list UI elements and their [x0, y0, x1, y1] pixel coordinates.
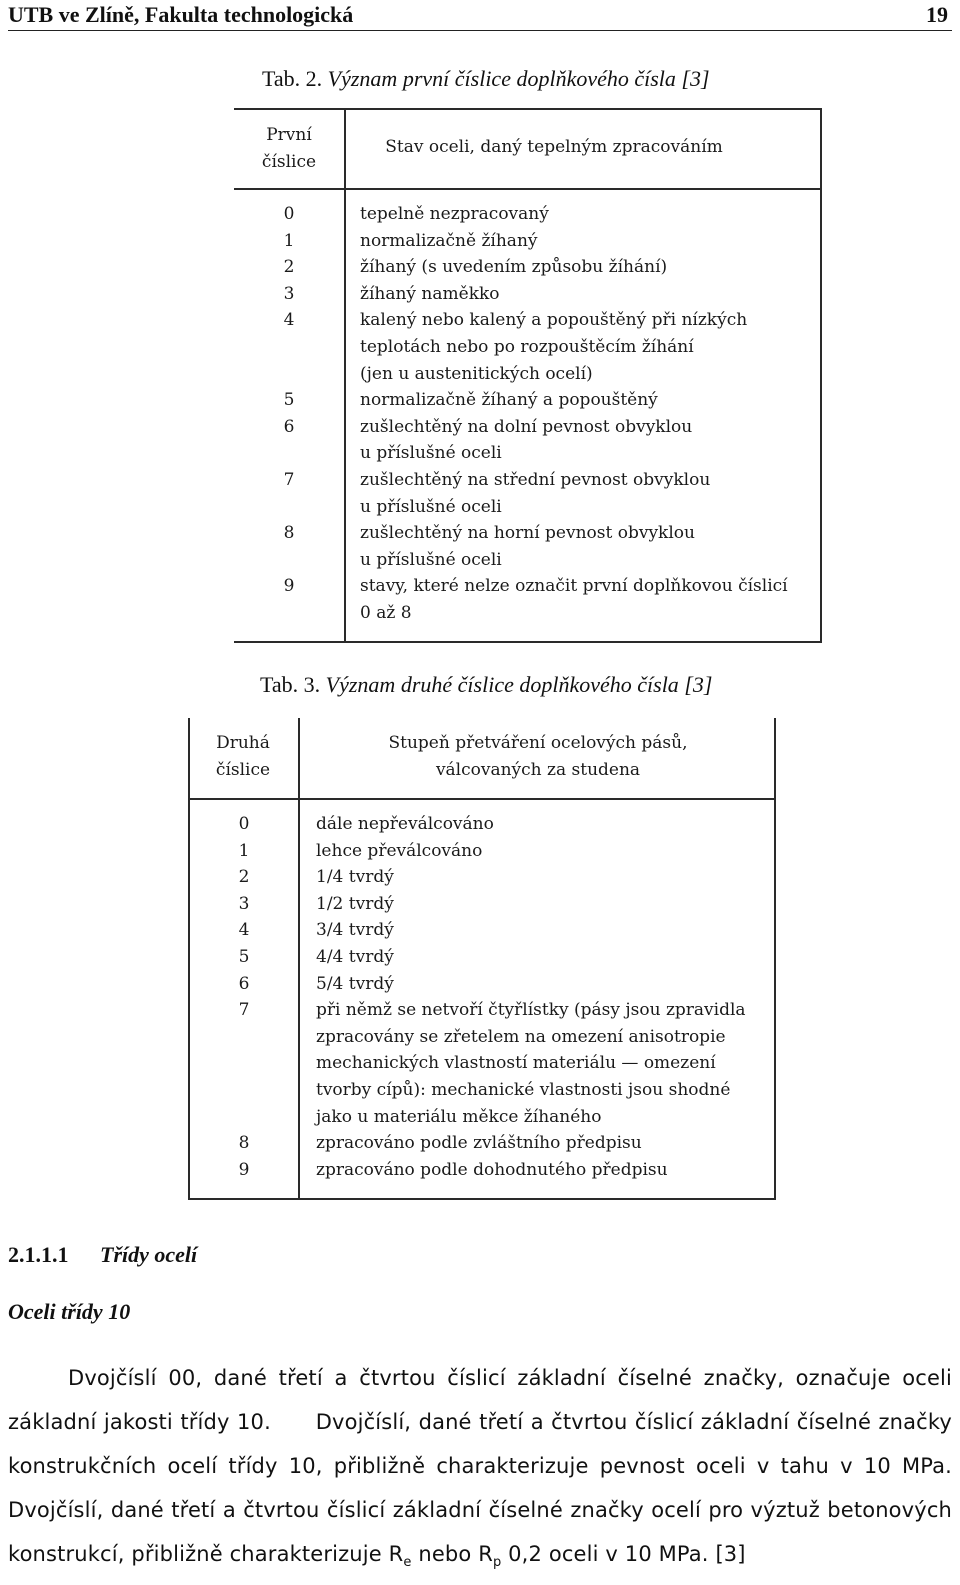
table3-row-text: mechanických vlastností materiálu — omezení [316, 1053, 716, 1074]
table2-row-number: 9 [283, 576, 295, 597]
table2-col1-header-line: První [266, 125, 312, 145]
paragraph-gap [271, 1410, 316, 1434]
table2 [234, 108, 822, 644]
table3 [188, 718, 776, 1202]
table3-col2-header [308, 730, 768, 784]
table3-caption-title: Význam druhé číslice doplňkového čísla [3] [325, 672, 713, 697]
table2-row-text: normalizačně žíhaný a popouštěný [360, 390, 658, 411]
table2-row-number: 0 [283, 204, 295, 224]
table3-col1-header-line: číslice [215, 760, 271, 780]
table3-row-number: 0 [238, 814, 250, 834]
table2-row-text: zušlechtěný na dolní pevnost obvyklou [360, 416, 693, 437]
table2-row-text: u příslušné oceli [360, 496, 502, 517]
table3-caption [260, 672, 712, 698]
table3-row-text: 4/4 tvrdý [316, 947, 394, 967]
table2-row-number: 3 [283, 283, 295, 304]
table3-row-text: zpracováno podle dohodnutého předpisu [316, 1159, 668, 1180]
table3-row-text: zpracovány se zřetelem na omezení anisotropie [316, 1026, 726, 1047]
table2-caption-prefix: Tab. 2. [262, 66, 323, 91]
table2-row-text: teplotách nebo po rozpouštěcím žíhání [360, 337, 694, 357]
table2-col1-header [254, 122, 324, 176]
table2-row-number: 8 [283, 523, 295, 544]
table3-caption-prefix: Tab. 3. [260, 672, 321, 697]
paragraph-part3: 0,2 oceli v 10 MPa. [3] [501, 1542, 746, 1566]
table2-row-number: 5 [283, 390, 295, 411]
table3-row-text: jako u materiálu měkce žíhaného [316, 1106, 602, 1127]
table2-row-text: zušlechtěný na horní pevnost obvyklou [360, 523, 695, 544]
table3-row-number: 5 [238, 947, 250, 967]
table2-caption-title: Význam první číslice doplňkového čísla [3] [327, 66, 710, 91]
table3-col2-header-line: Stupeň přetváření ocelových pásů, [388, 733, 688, 753]
table2-row-text: u příslušné oceli [360, 549, 502, 570]
table3-row-text: při němž se netvoří čtyřlístky (pásy jsou zpravidla [316, 1000, 746, 1021]
table2-row-number: 6 [283, 416, 295, 437]
paragraph-part2: Dvojčíslí, dané třetí a čtvrtou číslicí základní číselné značky konstrukčních ocelí třídy 10, přibližně charakterizuje pevnost oceli v tahu v 10 MPa. Dvojčíslí, dané třetí a čtvrtou číslicí základní číselné značky ocelí pro výztuž betonových konstrukcí, přibližně charakterizuje R [8, 1410, 952, 1566]
subscript-e: e [403, 1555, 412, 1571]
page-number: 19 [926, 2, 948, 27]
table2-row-text: normalizačně žíhaný [360, 230, 538, 251]
table2-row-text: u příslušné oceli [360, 443, 502, 464]
section-title: Třídy ocelí [100, 1242, 198, 1267]
table3-row-number: 4 [238, 920, 250, 941]
paragraph-part1: Dvojčíslí 00, dané třetí a čtvrtou číslicí základní číselné značky, označuje oceli základní jakosti třídy 10. [8, 1366, 952, 1434]
subsection-title: Oceli třídy 10 [8, 1299, 131, 1324]
table3-row-text: tvorby cípů): mechanické vlastnosti jsou shodné [316, 1080, 731, 1100]
page-header [8, 0, 952, 31]
table2-row-number: 7 [283, 470, 295, 490]
table2-col1-header-line: číslice [261, 152, 317, 172]
table2-row-number: 1 [283, 230, 295, 251]
table3-row-text: 3/4 tvrdý [316, 920, 394, 941]
table3-row-text: 5/4 tvrdý [316, 973, 394, 994]
table2-row-text: (jen u austenitických ocelí) [360, 363, 593, 384]
table3-col2-header-line: válcovaných za studena [435, 760, 641, 780]
table3-row-number: 6 [238, 973, 250, 994]
table3-col1-header [198, 730, 288, 784]
table3-row-text: lehce převálcováno [316, 840, 483, 861]
table2-row-text: tepelně nezpracovaný [360, 204, 549, 224]
table2-row-number: 4 [283, 310, 295, 331]
table3-row-number: 8 [238, 1133, 250, 1154]
section-number: 2.1.1.1 [8, 1242, 69, 1267]
table3-row-number: 3 [238, 893, 250, 914]
subscript-p: p [492, 1555, 502, 1571]
table2-row-text: kalený nebo kalený a popouštěný při nízkých [360, 310, 748, 331]
table3-row-number: 2 [238, 867, 250, 888]
table3-col1-header-line: Druhá [216, 733, 270, 753]
table2-row-text: žíhaný naměkko [360, 283, 500, 304]
table2-caption [262, 66, 710, 92]
table2-row-text: stavy, které nelze označit první doplňkovou číslicí [360, 576, 788, 597]
table2-row-number: 2 [283, 257, 295, 278]
table3-row-text: 1/2 tvrdý [316, 893, 394, 914]
table3-row-text: 1/4 tvrdý [316, 867, 394, 888]
body-paragraph [8, 1356, 952, 1585]
table3-row-number: 9 [238, 1159, 250, 1180]
table2-row-text: zušlechtěný na střední pevnost obvyklou [360, 470, 711, 490]
table2-row-text: 0 až 8 [360, 603, 412, 623]
table3-row-number: 1 [238, 840, 250, 861]
paragraph-or: nebo R [411, 1542, 493, 1566]
table3-row-number: 7 [238, 1000, 250, 1021]
table2-row-text: žíhaný (s uvedením způsobu žíhání) [360, 257, 668, 278]
table2-col2-header: Stav oceli, daný tepelným zpracováním [385, 137, 723, 157]
table3-row-text: zpracováno podle zvláštního předpisu [316, 1133, 642, 1154]
header-institution: UTB ve Zlíně, Fakulta technologická [8, 2, 354, 27]
table3-row-text: dále nepřeválcováno [316, 814, 494, 834]
